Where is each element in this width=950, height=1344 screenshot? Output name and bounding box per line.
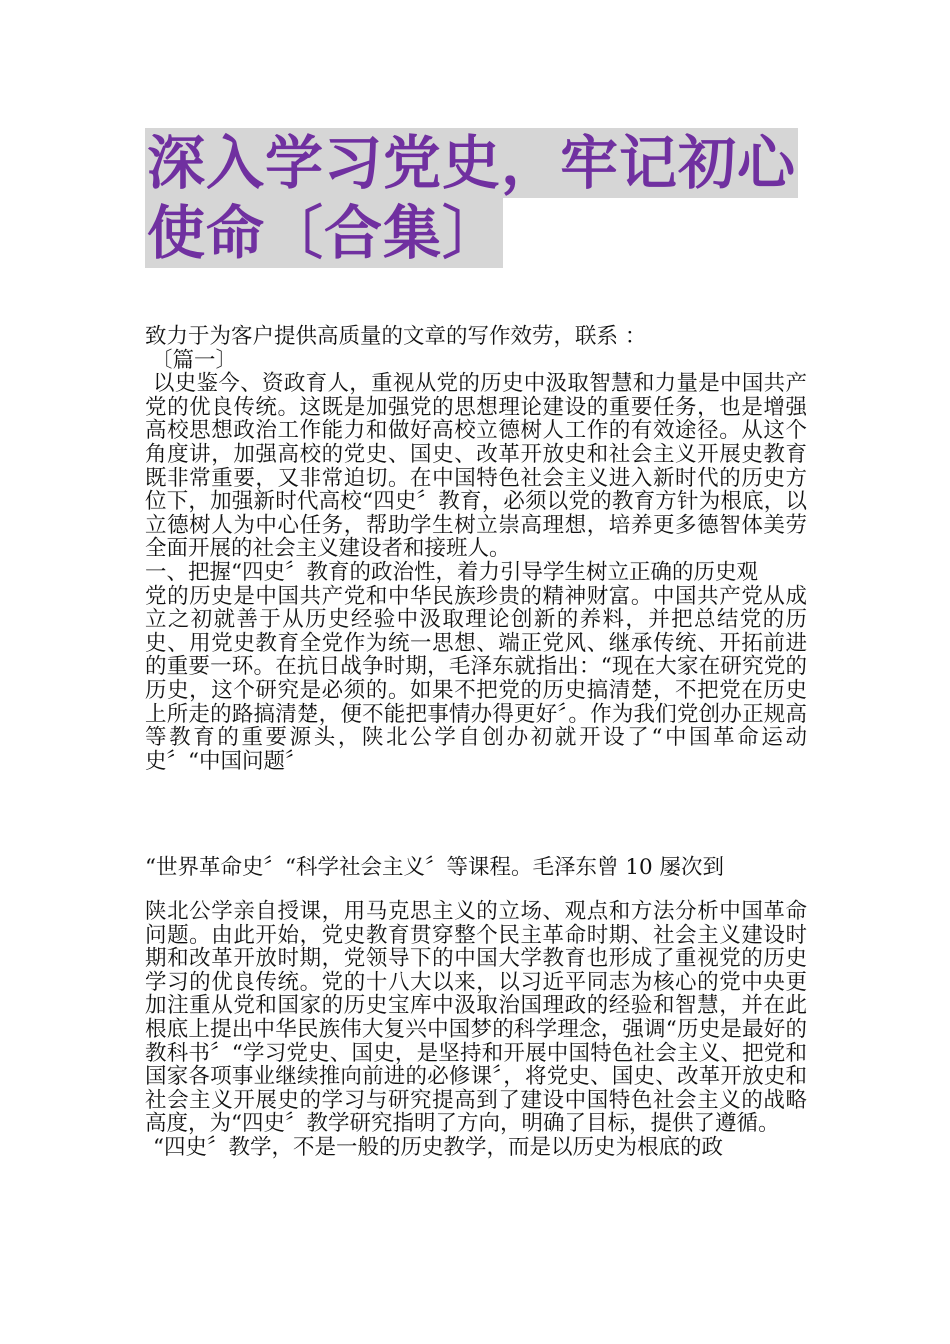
paragraph-3: “世界革命史〞“科学社会主义〞等课程。毛泽东曾 10 屡次到 <box>145 855 725 880</box>
document-title <box>145 128 815 268</box>
paragraph-5: “四史〞教学，不是一般的历史教学，而是以历史为根底的政 <box>153 1134 723 1160</box>
paragraph-4: 陕北公学亲自授课，用马克思主义的立场、观点和方法分析中国革命问题。由此开始，党史教育贯穿整个民主革命时期、社会主义建设时期和改革开放时期，党领导下的中国大学教育也形成了重视党的历史学习的优良传统。党的十八大以来，以习近平同志为核心的党中央更加注重从党和国家的历史宝库中汲取治国理政的经验和智慧，并在此根底上提出中华民族伟大复兴中国梦的科学理念，强调“历史是最好的教科书〞“学习党史、国史，是坚持和开展中国特色社会主义、把党和国家各项事业继续推向前进的必修课〞，将党史、国史、改革开放史和社会主义开展史的学习与研究提高到了建设中国特色社会主义的战略高度，为“四史〞教学研究指明了方向，明确了目标，提供了遵循。 <box>145 899 807 1137</box>
document-body-continued-2 <box>145 900 807 1160</box>
paragraph-2: 党的历史是中国共产党和中华民族珍贵的精神财富。中国共产党从成立之初就善于从历史经验中汲取理论创新的养料，并把总结党的历史、用党史教育全党作为统一思想、端正党风、继承传统、开拓前进的重要一环。在抗日战争时期，毛泽东就指出：“现在大家在研究党的历史，这个研究是必须的。如果不把党的历史搞清楚，不把党在历史上所走的路搞清楚，便不能把事情办得更好〞。作为我们党创办正规高等教育的重要源头，陕北公学自创办初就开设了“中国革命运动史〞“中国问题〞 <box>145 583 807 774</box>
document-body-continued <box>145 856 807 880</box>
paragraph-1: 以史鉴今、资政育人，重视从党的历史中汲取智慧和力量是中国共产党的优良传统。这既是加强党的思想理论建设的重要任务，也是增强高校思想政治工作能力和做好高校立德树人工作的有效途径。从这个角度讲，加强高校的党史、国史、改革开放史和社会主义开展史教育既非常重要，又非常迫切。在中国特色社会主义进入新时代的历史方位下，加强新时代高校“四史〞教育，必须以党的教育方针为根底，以立德树人为中心任务，帮助学生树立崇高理想，培养更多德智体美劳全面开展的社会主义建设者和接班人。 <box>145 371 807 562</box>
title-line-2: 使命〔合集〕 <box>147 199 502 267</box>
title-line-1: 深入学习党史，牢记初心 <box>147 129 797 197</box>
section-label: 〔篇一〕 <box>151 347 238 373</box>
intro-line: 致力于为客户提供高质量的文章的写作效劳，联系 ： <box>145 324 647 349</box>
document-body <box>145 325 807 773</box>
section-heading-1: 一、把握“四史〞教育的政治性，着力引导学生树立正确的历史观 <box>145 559 758 585</box>
